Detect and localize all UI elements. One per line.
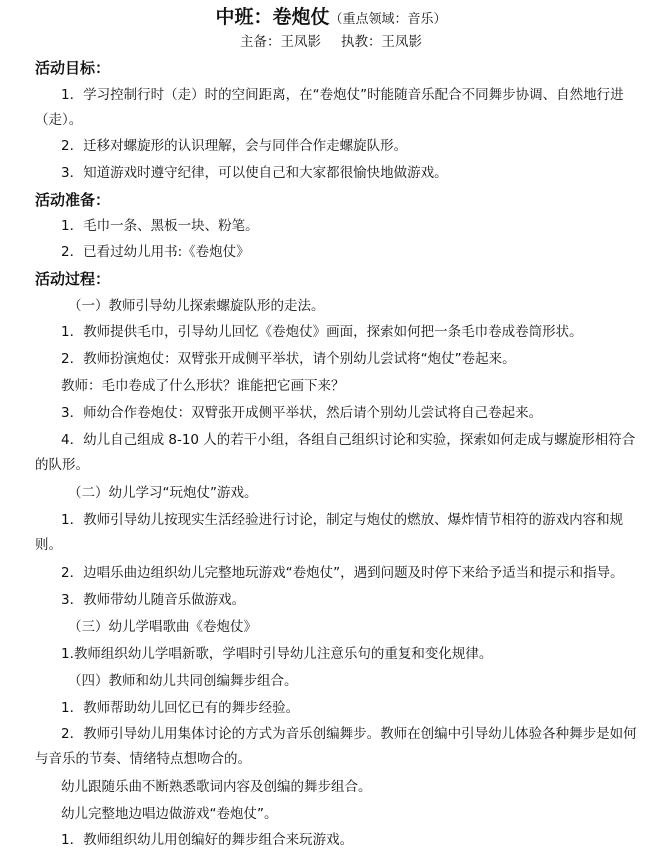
part4-note-1: 幼儿跟随乐曲不断熟悉歌词内容及创编的舞步组合。 bbox=[61, 779, 372, 795]
prep-item-2: 2．已看过幼儿用书:《卷炮仗》 bbox=[61, 244, 250, 260]
part1-teacher-question: 教师：毛巾卷成了什么形状？谁能把它画下来？ bbox=[61, 378, 345, 394]
part2-item-1: 1．教师引导幼儿按现实生活经验进行讨论，制定与炮仗的燃放、爆炸情节相符的游戏内容和规则。 bbox=[35, 512, 624, 553]
goal-item-2: 2．迁移对螺旋形的认识理解，会与同伴合作走螺旋队形。 bbox=[61, 138, 408, 154]
part3-item-1: 1.教师组织幼儿学唱新歌，学唱时引导幼儿注意乐句的重复和变化规律。 bbox=[61, 646, 493, 662]
teacher-label: 执教：王凤影 bbox=[341, 34, 422, 50]
part2-item-3: 3．教师带幼儿随音乐做游戏。 bbox=[61, 592, 246, 608]
goals-heading: 活动目标： bbox=[35, 59, 111, 77]
part1-item-1: 1．教师提供毛巾，引导幼儿回忆《卷炮仗》画面，探索如何把一条毛巾卷成卷筒形状。 bbox=[61, 324, 583, 340]
part2-title: （二）幼儿学习“玩炮仗”游戏。 bbox=[68, 485, 258, 501]
goal-item-1: 1．学习控制行时（走）时的空间距离，在“卷炮仗”时能随音乐配合不同舞步协调、自然地行进（走）。 bbox=[35, 87, 624, 128]
page-title bbox=[0, 4, 662, 33]
part4-title: （四）教师和幼儿共同创编舞步组合。 bbox=[68, 673, 298, 689]
part2-item-2: 2．边唱乐曲边组织幼儿完整地玩游戏“卷炮仗”，遇到问题及时停下来给予适当和提示和指导。 bbox=[61, 565, 624, 581]
part1-item-4: 4．幼儿自己组成 8-10 人的若干小组，各组自己组织讨论和实验，探索如何走成与螺旋形相符合的队形。 bbox=[35, 432, 636, 473]
part1-item-3: 3．师幼合作卷炮仗：双臂张开成侧平举状，然后请个别幼儿尝试将自己卷起来。 bbox=[61, 405, 543, 421]
prep-heading: 活动准备： bbox=[35, 191, 111, 209]
planner-label: 主备：王凤影 bbox=[240, 34, 321, 50]
process-heading: 活动过程： bbox=[35, 270, 111, 288]
title-subtitle: （重点领域：音乐） bbox=[329, 12, 447, 27]
part3-title: （三）幼儿学唱歌曲《卷炮仗》 bbox=[68, 619, 257, 635]
prep-item-1: 1．毛巾一条、黑板一块、粉笔。 bbox=[61, 218, 259, 234]
part4-item-2: 2．教师引导幼儿用集体讨论的方式为音乐创编舞步。教师在创编中引导幼儿体验各种舞步是如何与音乐的节奏、情绪特点想吻合的。 bbox=[35, 726, 637, 767]
title-main: 中班：卷炮仗 bbox=[215, 6, 330, 28]
part1-title: （一）教师引导幼儿探索螺旋队形的走法。 bbox=[68, 298, 325, 314]
goal-item-3: 3．知道游戏时遵守纪律，可以使自己和大家都很愉快地做游戏。 bbox=[61, 165, 448, 181]
part4-item-3: 1．教师组织幼儿用创编好的舞步组合来玩游戏。 bbox=[61, 832, 354, 848]
authors-line bbox=[0, 31, 662, 53]
part4-item-1: 1．教师帮助幼儿回忆已有的舞步经验。 bbox=[61, 700, 300, 716]
part4-note-2: 幼儿完整地边唱边做游戏“卷炮仗”。 bbox=[61, 806, 278, 822]
part1-item-2: 2．教师扮演炮仗：双臂张开成侧平举状，请个别幼儿尝试将“炮仗”卷起来。 bbox=[61, 351, 516, 367]
